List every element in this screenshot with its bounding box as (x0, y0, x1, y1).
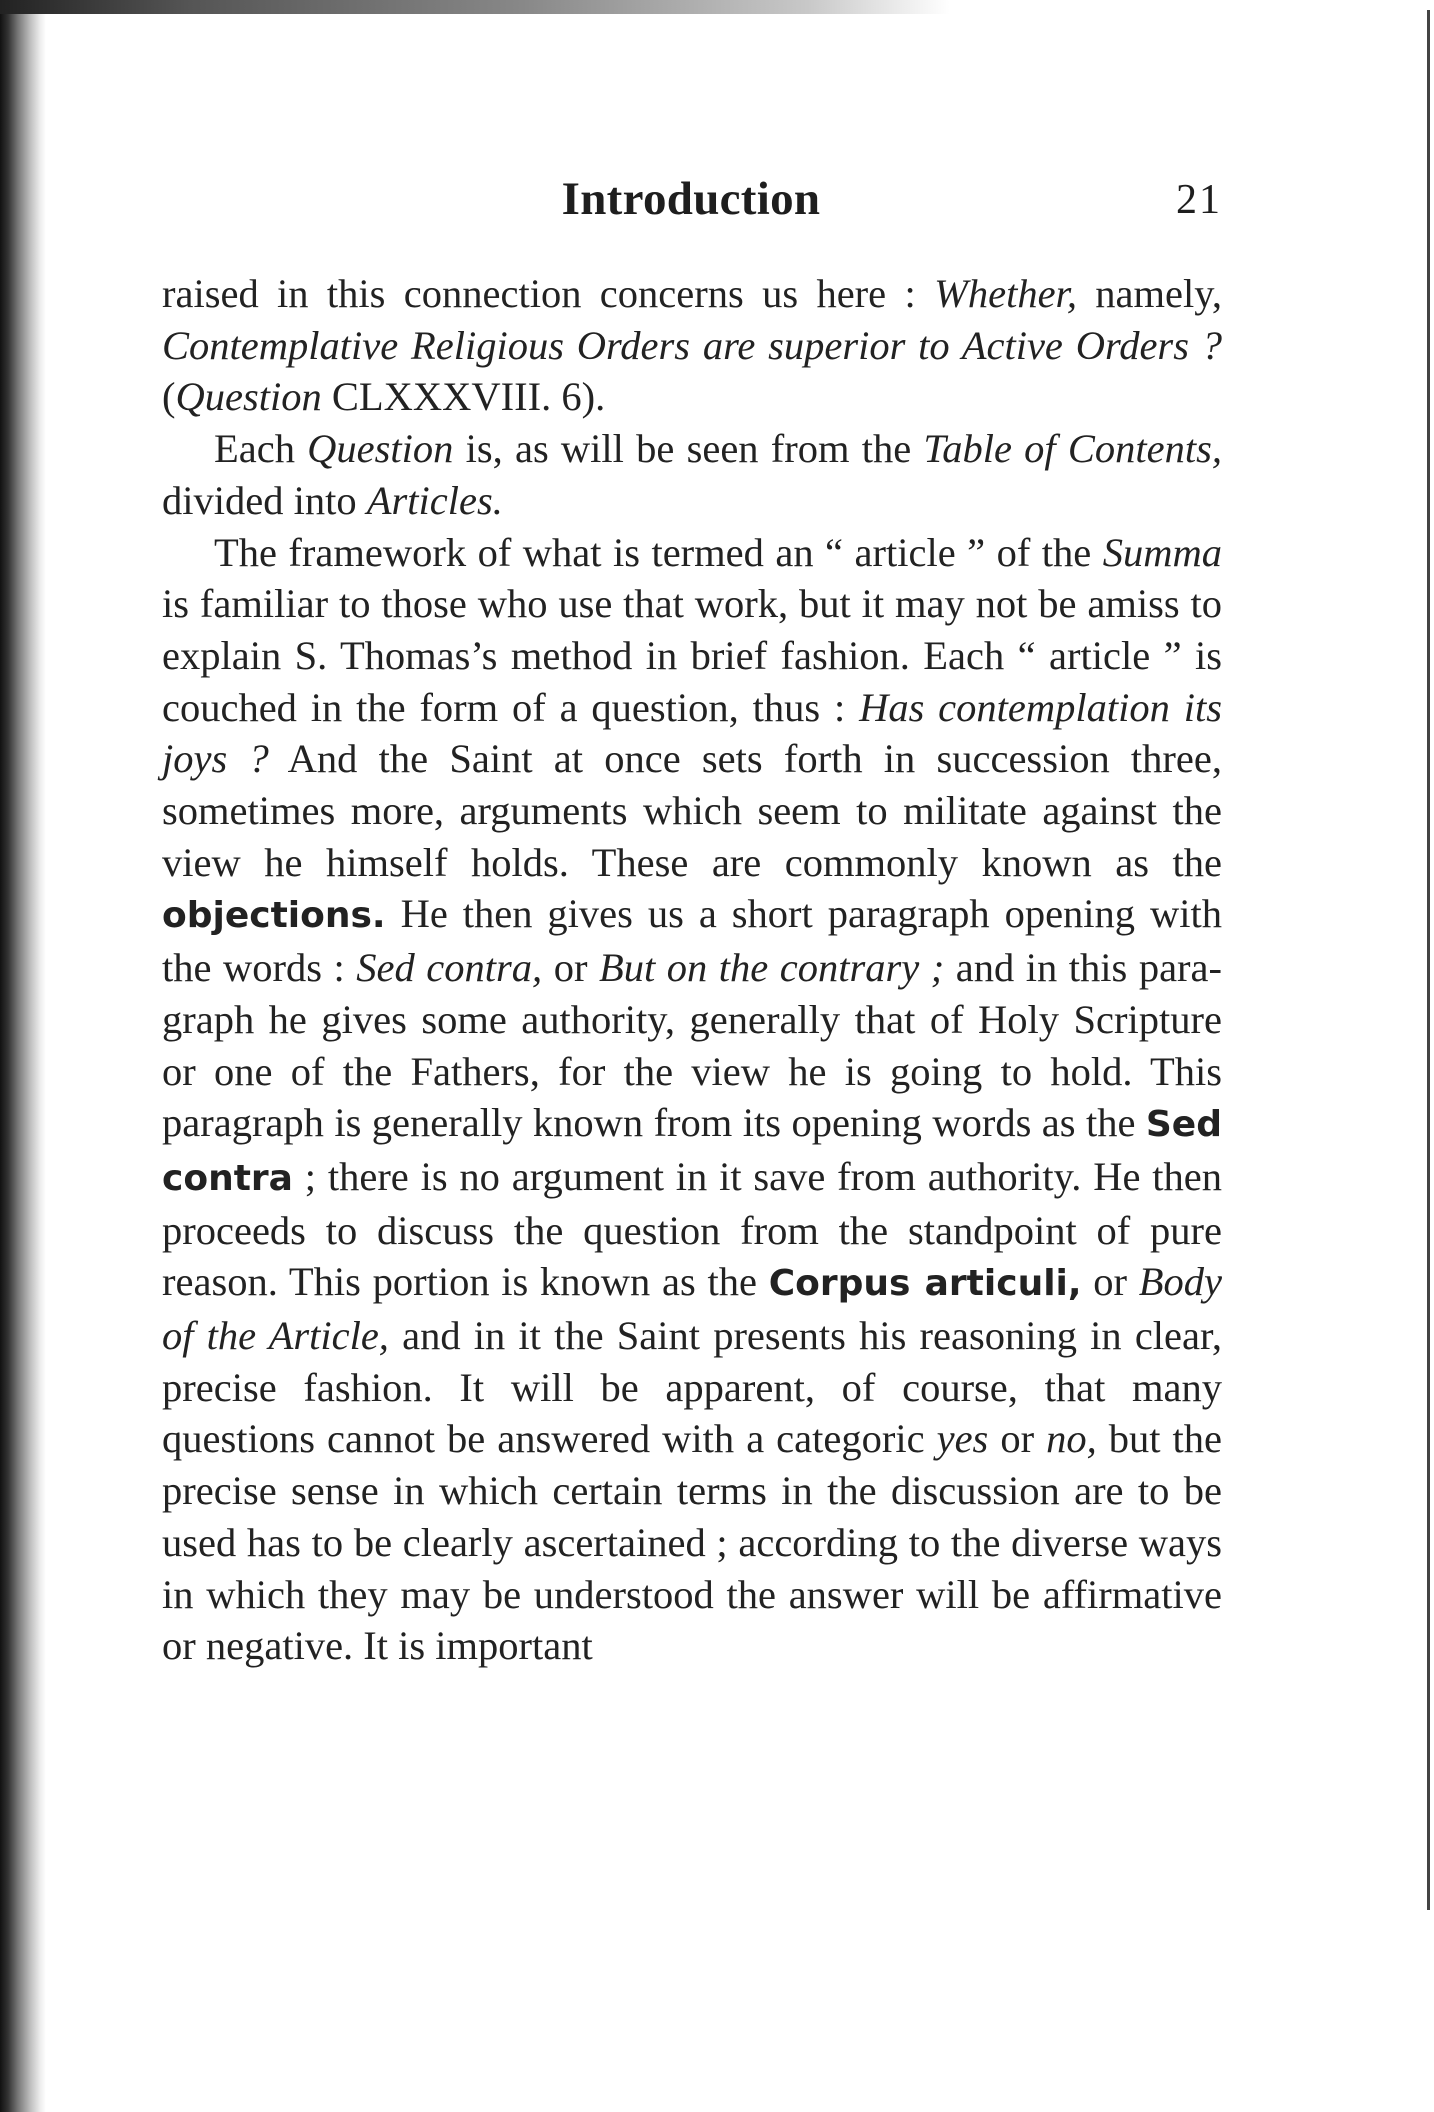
italic-run: Question (307, 426, 454, 472)
page-top-edge (0, 0, 950, 14)
bold-term: Corpus articuli, (768, 1263, 1082, 1305)
text-run: And the Saint at once sets forth in succession three, sometimes more, arguments which seem to militate against the view he himself holds. These are commonly known as the (162, 736, 1222, 885)
italic-run: Table of Contents, (923, 426, 1222, 472)
italic-run: Contemplative Religious Orders are superior to Active Orders ? (162, 322, 1222, 368)
text-run: or (988, 1416, 1047, 1462)
paragraph (162, 423, 1222, 526)
italic-run: Summa (1102, 529, 1222, 575)
text-run: or (1081, 1259, 1139, 1305)
text-run: namely, (1076, 271, 1223, 316)
text-run: CLXXXVIII. 6). (321, 374, 606, 420)
text-run: divided into (162, 477, 367, 523)
text-run: but the precise sense in which certain terms in the discussion are to be used has to be clearly ascertained ; according to the diverse ways in which they may be understood the answer will be affirmative or negative. It is important (162, 1416, 1222, 1669)
italic-run: no, (1046, 1416, 1097, 1462)
italic-run: Has contemplation its joys ? (162, 684, 1222, 782)
bold-term: Sed contra (162, 1104, 1222, 1199)
body-text (162, 268, 1222, 1672)
text-run: ; there is no argument in it save from authority. He then proceeds to discuss the question from the standpoint of pure reason. This portion is known as the (162, 1153, 1222, 1305)
italic-run: Body of the Article, (162, 1259, 1222, 1359)
book-spine-shadow (0, 0, 46, 2112)
italic-run: Articles. (366, 477, 503, 523)
text-run: raised in this connection concerns us here : (162, 271, 935, 316)
text-run: He then gives us a short paragraph opening with the words : (162, 891, 1222, 991)
text-run: The framework of what is termed an “ article ” of the (214, 529, 1103, 575)
text-run: is, as will be seen from the (453, 426, 924, 472)
running-title: Introduction (561, 173, 821, 225)
text-run: is familiar to those who use that work, but it may not be amiss to explain S. Thomas’s method in brief fashion. Each “ article ” is couched in the form of a question, thus : (162, 581, 1222, 730)
italic-run: But on the contrary ; (598, 945, 945, 991)
text-run: and in it the Saint presents his reasoning in clear, precise fashion. It will be apparent, of course, that many questions cannot be answered with a categoric (162, 1313, 1222, 1462)
text-run: ( (162, 374, 176, 420)
text-run: and in this para-graph he gives some authority, generally that of Holy Scripture or one of the Fathers, for the view he is going to hold. This paragraph is generally known from its opening words as the (162, 945, 1223, 1146)
text-run: Each (214, 426, 308, 472)
running-header (160, 172, 1222, 232)
page-right-edge (1427, 10, 1430, 1910)
italic-run: Sed contra, (356, 945, 543, 991)
page-number: 21 (1176, 177, 1222, 223)
bold-term: objections. (162, 895, 386, 937)
italic-run: Whether, (934, 271, 1077, 316)
italic-run: Question (175, 374, 322, 420)
paragraph (162, 268, 1222, 423)
text-run: or (542, 945, 599, 991)
italic-run: yes (936, 1416, 989, 1462)
paragraph (162, 527, 1222, 1672)
